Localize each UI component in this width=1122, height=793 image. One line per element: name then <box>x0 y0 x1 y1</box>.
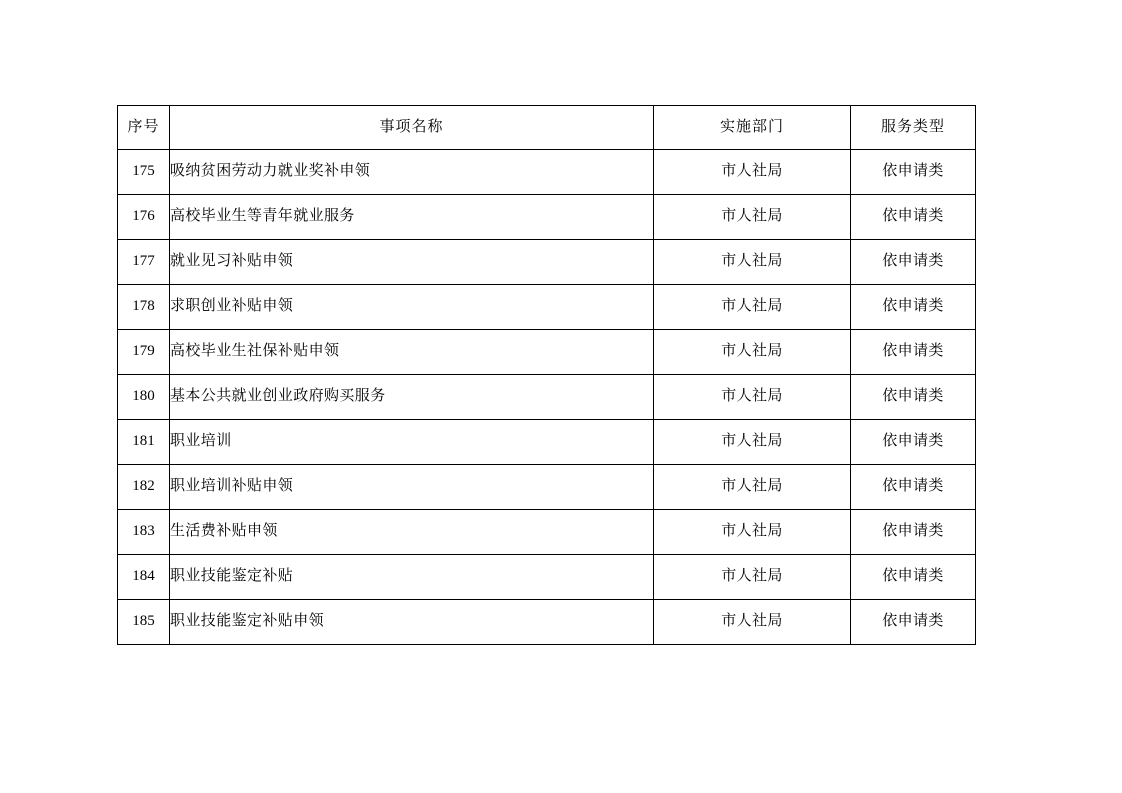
table-row <box>118 150 976 195</box>
cell-dept: 市人社局 <box>654 600 851 645</box>
cell-dept: 市人社局 <box>654 195 851 240</box>
column-header-seq: 序号 <box>118 106 170 150</box>
column-header-type: 服务类型 <box>851 106 976 150</box>
cell-name: 求职创业补贴申领 <box>170 285 654 330</box>
cell-seq: 183 <box>118 510 170 555</box>
column-header-dept: 实施部门 <box>654 106 851 150</box>
table-body <box>118 150 976 645</box>
cell-dept: 市人社局 <box>654 420 851 465</box>
cell-type: 依申请类 <box>851 465 976 510</box>
cell-seq: 179 <box>118 330 170 375</box>
table-header <box>118 106 976 150</box>
cell-name: 职业技能鉴定补贴申领 <box>170 600 654 645</box>
cell-seq: 181 <box>118 420 170 465</box>
cell-name: 职业培训 <box>170 420 654 465</box>
cell-seq: 175 <box>118 150 170 195</box>
cell-seq: 176 <box>118 195 170 240</box>
service-items-table <box>117 105 976 645</box>
table-row <box>118 375 976 420</box>
cell-dept: 市人社局 <box>654 330 851 375</box>
column-header-name: 事项名称 <box>170 106 654 150</box>
cell-seq: 178 <box>118 285 170 330</box>
cell-dept: 市人社局 <box>654 375 851 420</box>
service-items-table-container <box>117 105 975 645</box>
cell-type: 依申请类 <box>851 285 976 330</box>
cell-name: 吸纳贫困劳动力就业奖补申领 <box>170 150 654 195</box>
cell-name: 基本公共就业创业政府购买服务 <box>170 375 654 420</box>
cell-seq: 177 <box>118 240 170 285</box>
cell-name: 高校毕业生社保补贴申领 <box>170 330 654 375</box>
table-row <box>118 240 976 285</box>
cell-name: 职业技能鉴定补贴 <box>170 555 654 600</box>
cell-type: 依申请类 <box>851 555 976 600</box>
cell-dept: 市人社局 <box>654 240 851 285</box>
cell-type: 依申请类 <box>851 510 976 555</box>
cell-seq: 185 <box>118 600 170 645</box>
cell-dept: 市人社局 <box>654 555 851 600</box>
table-row <box>118 420 976 465</box>
table-row <box>118 510 976 555</box>
cell-name: 职业培训补贴申领 <box>170 465 654 510</box>
table-row <box>118 600 976 645</box>
cell-seq: 182 <box>118 465 170 510</box>
cell-type: 依申请类 <box>851 420 976 465</box>
cell-type: 依申请类 <box>851 240 976 285</box>
cell-name: 高校毕业生等青年就业服务 <box>170 195 654 240</box>
cell-name: 生活费补贴申领 <box>170 510 654 555</box>
table-row <box>118 555 976 600</box>
table-header-row <box>118 106 976 150</box>
cell-dept: 市人社局 <box>654 285 851 330</box>
table-row <box>118 285 976 330</box>
cell-type: 依申请类 <box>851 330 976 375</box>
cell-seq: 180 <box>118 375 170 420</box>
cell-type: 依申请类 <box>851 600 976 645</box>
cell-type: 依申请类 <box>851 195 976 240</box>
table-row <box>118 195 976 240</box>
table-row <box>118 330 976 375</box>
cell-seq: 184 <box>118 555 170 600</box>
cell-type: 依申请类 <box>851 375 976 420</box>
cell-name: 就业见习补贴申领 <box>170 240 654 285</box>
table-row <box>118 465 976 510</box>
cell-dept: 市人社局 <box>654 510 851 555</box>
cell-dept: 市人社局 <box>654 465 851 510</box>
cell-dept: 市人社局 <box>654 150 851 195</box>
cell-type: 依申请类 <box>851 150 976 195</box>
